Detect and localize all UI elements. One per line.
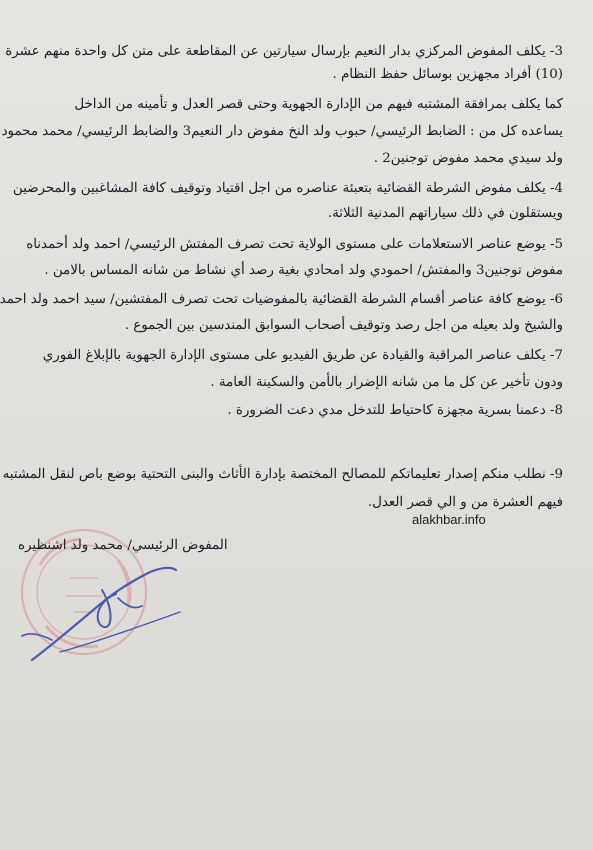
text-line-7: ويستقلون في ذلك سياراتهم المدنية الثلاثة. (327, 206, 563, 221)
text-line-10: 6- يوضع كافة عناصر أقسام الشرطة القضائية بالمفوضيات تحت تصرف المفتشين/ سيد احمد ولد احمد (0, 292, 563, 307)
text-line-13: ودون تأخير عن كل ما من شانه الإضرار بالأمن والسكينة العامة . (210, 375, 563, 390)
text-line-1: 3- يكلف المفوض المركزي بدار النعيم بإرسال سيارتين عن المقاطعة على متن كل واحدة منهم عشرة (5, 44, 563, 59)
text-line-8: 5- يوضع عناصر الاستعلامات على مستوى الولاية تحت تصرف المفتش الرئيسي/ احمد ولد أحمدناه (26, 237, 563, 252)
text-line-5: ولد سيدي محمد مفوض توجنين2 . (373, 151, 563, 166)
signature-stroke (22, 568, 180, 660)
text-line-3: كما يكلف بمرافقة المشتبه فيهم من الإدارة الجهوية وحتى قصر العدل و تأمينه من الداخل (74, 97, 563, 112)
text-line-11: والشيخ ولد بعيله من اجل رصد وتوقيف أصحاب السوابق المندسين بين الجموع . (124, 318, 563, 333)
text-line-16: فيهم العشرة من و الي قصر العدل. (367, 495, 563, 510)
text-line-14: 8- دعمنا بسرية مجهزة كاحتياط للتدخل مدي دعت الضرورة . (227, 403, 563, 418)
text-line-2: (10) أفراد مجهزين بوسائل حفظ النظام . (332, 67, 563, 82)
text-line-12: 7- يكلف عناصر المراقبة والقيادة عن طريق الفيديو على مستوى الإدارة الجهوية بالإبلاغ الفوري (42, 348, 563, 363)
watermark-text: alakhbar.info (412, 512, 486, 527)
text-line-9: مفوض توجنين3 والمفتش/ احمودي ولد امحادي بغية رصد أي نشاط من شانه المساس بالامن . (44, 263, 563, 278)
signer-name: المفوض الرئيسي/ محمد ولد اشنظيره (18, 538, 228, 553)
text-line-4: يساعده كل من : الضابط الرئيسي/ حبوب ولد النخ مفوض دار النعيم3 والضابط الرئيسي/ محمد محمود (1, 124, 563, 139)
text-line-6: 4- يكلف مفوض الشرطة القضائية بتعبئة عناصره من اجل اقتياد وتوقيف كافة المشاغبين والمحرضين (12, 181, 563, 196)
text-line-15: 9- نطلب منكم إصدار تعليماتكم للمصالح المختصة بإدارة الأثاث والبنى التحتية بوضع باص لنقل المشتبه (2, 467, 563, 482)
